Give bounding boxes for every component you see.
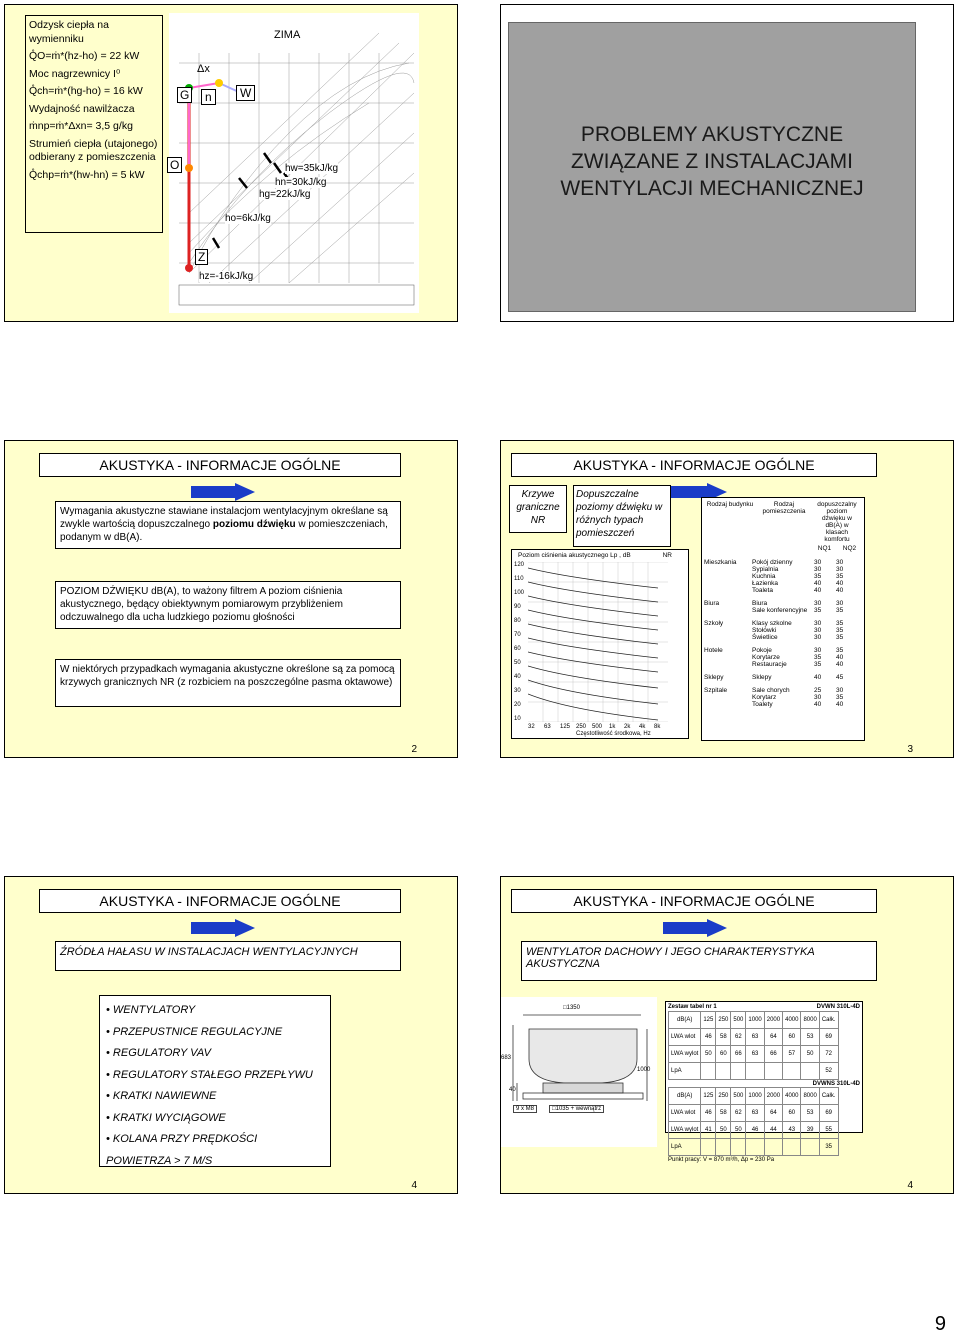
nq1-value: 40 [814,674,822,681]
info-line: Wydajność nawilżacza [29,102,135,115]
room-type: Sypialnia [752,566,779,573]
nq2-value: 35 [836,647,844,654]
row-label: LWA wylot [669,1046,701,1063]
dim-label: □1350 [563,1005,580,1011]
list-item: • KRATKI WYCIĄGOWE [106,1111,226,1124]
table-body [704,559,862,708]
graph-ytick: 40 [514,674,521,680]
para-text: W niektórych przypadkach wymagania akustyczne określone są za pomocą krzywych granicznych NR (z rozbiciem na poszczególne pasma oktawowe) [60,664,395,688]
info-line: Strumień ciepła (utajonego) odbierany z pomieszczenia [29,137,158,163]
slide-1-heading: PROBLEMY AKUSTYCZNE ZWIĄZANE Z INSTALACJAMI WENTYLACJI MECHANICZNEJ [560,123,864,200]
table-row [669,1063,839,1080]
page-number: 4 [411,1180,417,1191]
table-cell: 53 [801,1029,819,1046]
nq2-value: 35 [836,694,844,701]
table-cell: 60 [783,1105,801,1122]
nr-curves-paragraph [55,659,401,707]
para-bold: poziomu dźwięku [212,519,296,530]
graph-ytick: 20 [514,702,521,708]
graph-xtick: 8k [654,724,661,730]
table-cell [746,1139,764,1156]
graph-nr: NR [662,552,672,559]
table-row [669,1029,839,1046]
freq-header: 250 [716,1012,731,1029]
dim-label: 9 x M8 [513,1105,537,1113]
freq-header: 125 [701,1088,716,1105]
room-type: Świetlice [752,634,778,641]
row-label: LpA [669,1063,701,1080]
nq2-value: 40 [836,661,844,668]
row-label: LWA wlot [669,1029,701,1046]
graph-xtick: 1k [609,724,616,730]
page-number: 2 [411,744,417,755]
graph-ytick: 70 [514,632,521,638]
room-type: Klasy szkolne [752,620,792,627]
table-row [669,1122,839,1139]
freq-header: 1000 [746,1012,764,1029]
table-cell: 50 [731,1122,746,1139]
point-label-n: n [201,89,216,105]
down-arrow-icon [191,919,255,937]
table-cell: 66 [764,1046,782,1063]
room-type: Korytarze [752,654,780,661]
table-cell: 35 [819,1139,838,1156]
table-cell: 50 [801,1046,819,1063]
list-item: • PRZEPUSTNICE REGULACYJNE [106,1025,283,1038]
graph-ytick: 120 [514,562,525,568]
dim-label: □1035 + wewnątrz [549,1105,604,1113]
graph-title: Poziom ciśnienia akustycznego Lp , dB [518,552,631,559]
nq2-value: 35 [836,573,844,580]
slide-3 [500,440,954,758]
table-cell [801,1063,819,1080]
slide-1-right-frame [500,4,954,322]
room-type: Korytarz [752,694,777,701]
building-type: Szpitale [704,687,728,694]
building-type: Szkoły [704,620,724,627]
fan-drawing [501,997,657,1147]
table-cell: 62 [731,1029,746,1046]
para-text: POZIOM DŹWIĘKU dB(A), to ważony filtrem A poziom ciśnienia akustycznego, będący obiektywnym pomiarowym przybliżeniem odczuwalnego dla ucha ludzkiego poziomu głośności [60,586,343,623]
table-cell [701,1063,716,1080]
info-line: Q̊chp=ṁ*(hw-hn) = 5 kW [29,168,145,181]
slide-4 [4,876,458,1194]
list-item: • KOLANA PRZY PRĘDKOŚCI POWIETRZA > 7 M/S [106,1133,258,1167]
nr-curves [528,562,668,722]
nr-curves-label: Krzywe graniczne NR [509,485,567,533]
graph-xtick: 500 [592,724,603,730]
graph-ytick: 10 [514,716,521,722]
table-cell [716,1139,731,1156]
dim-label: 40 [509,1087,516,1093]
table-cell: 69 [819,1029,838,1046]
freq-header: 4000 [783,1012,801,1029]
th-nq1: NQ1 [817,545,832,552]
nq1-value: 35 [814,654,822,661]
table-cell: 44 [764,1122,782,1139]
room-type: Sale konferencyjne [752,607,808,614]
info-line: Q̊ch=ṁ*(hg-ho) = 16 kW [29,85,143,97]
table-row-group [704,600,862,614]
info-line: ṁnp=ṁ*Δxn= 3,5 g/kg [29,120,133,132]
point-label-o: O [167,157,182,173]
table-cell: 63 [746,1105,764,1122]
table-cell [701,1139,716,1156]
graph-xtick: 4k [639,724,646,730]
freq-header: 2000 [764,1012,782,1029]
table-cell [801,1139,819,1156]
slide-2 [4,440,458,758]
fan-table-2 [668,1087,839,1156]
nq1-value: 35 [814,661,822,668]
nq2-value: 30 [836,600,844,607]
down-arrow-icon [191,483,255,501]
building-type: Mieszkania [704,559,737,566]
freq-header: 8000 [801,1088,819,1105]
list-item: • REGULATORY VAV [106,1047,211,1059]
requirements-paragraph [55,501,401,549]
slide-1 [4,4,458,322]
fan-table-1 [668,1011,839,1080]
table-cell [716,1063,731,1080]
point-label-w: W [236,85,255,101]
freq-header: Całk. [819,1088,838,1105]
table-cell: 52 [819,1063,838,1080]
sound-level-paragraph [55,581,401,629]
table-cell [783,1063,801,1080]
slide-title: AKUSTYKA - INFORMACJE OGÓLNE [39,453,401,477]
th-building: Rodzaj budynku [706,501,754,508]
building-type: Hotele [704,647,723,654]
freq-header: 4000 [783,1088,801,1105]
nq2-value: 30 [836,566,844,573]
table-cell: 63 [746,1029,764,1046]
table-row-group [704,674,862,681]
table-cell [731,1139,746,1156]
table-cell: 43 [783,1122,801,1139]
nq2-value: 40 [836,654,844,661]
graph-ytick: 30 [514,688,521,694]
source-items [106,1000,324,1172]
nq2-value: 45 [836,674,844,681]
enthalpy-hw: hw=35kJ/kg [285,163,339,174]
model-1: DVWN 310L-4D [816,1004,860,1010]
nq2-value: 40 [836,701,844,708]
nq1-value: 30 [814,694,822,701]
table-cell: 63 [746,1046,764,1063]
table-cell: 41 [701,1122,716,1139]
table-cell: 53 [801,1105,819,1122]
nq1-value: 40 [814,587,822,594]
graph-xlabel: Częstotliwość środkowa, Hz [576,731,651,737]
freq-header: dB(A) [669,1012,701,1029]
dim-label: 683 [501,1055,512,1061]
table-row [669,1046,839,1063]
table-cell: 62 [731,1105,746,1122]
room-type: Sale chorych [752,687,790,694]
row-label: LpA [669,1139,701,1156]
th-room: Rodzaj pomieszczenia [762,501,806,515]
table-row [669,1105,839,1122]
building-type: Biura [704,600,720,607]
table-cell: 39 [801,1122,819,1139]
nq2-value: 40 [836,580,844,587]
table-cell: 60 [783,1029,801,1046]
nq1-value: 40 [814,701,822,708]
table-cell: 64 [764,1105,782,1122]
freq-header: 500 [731,1012,746,1029]
table-cell: 55 [819,1122,838,1139]
nq2-value: 40 [836,587,844,594]
table-cell: 50 [701,1046,716,1063]
fan-drawing-svg [501,997,657,1147]
page-number: 3 [907,744,913,755]
chart-title: ZIMA [274,29,301,41]
freq-header: Całk. [819,1012,838,1029]
enthalpy-hn: hn=30kJ/kg [275,177,327,188]
table-cell: 57 [783,1046,801,1063]
page-number: 4 [907,1180,913,1191]
table-cell: 66 [731,1046,746,1063]
graph-xtick: 63 [544,724,551,730]
nr-curves-graph [511,549,689,739]
nq2-value: 30 [836,687,844,694]
fan-acoustic-tables [665,1001,863,1163]
table-cell: 58 [716,1105,731,1122]
room-type: Kuchnia [752,573,776,580]
nq2-value: 35 [836,607,844,614]
graph-xtick: 250 [576,724,587,730]
dim-label: 1000 [637,1067,651,1073]
freq-header: dB(A) [669,1088,701,1105]
nq1-value: 30 [814,559,822,566]
th-level: dopuszczalny poziom dźwięku w dB(A) w klasach komfortu [817,501,857,543]
graph-ytick: 110 [514,576,524,582]
freq-header: 125 [701,1012,716,1029]
nq1-value: 30 [814,627,822,634]
graph-ytick: 60 [514,646,521,652]
delta-x-label: Δx [197,63,210,75]
nq2-value: 35 [836,627,844,634]
table-cell [746,1063,764,1080]
nq2-value: 30 [836,559,844,566]
nq1-value: 30 [814,600,822,607]
room-type: Toaleta [752,587,773,594]
list-item: • KRATKI NAWIEWNE [106,1090,217,1102]
slide-title: AKUSTYKA - INFORMACJE OGÓLNE [39,889,401,913]
freq-header: 500 [731,1088,746,1105]
table-cell: 72 [819,1046,838,1063]
nq2-value: 35 [836,634,844,641]
info-line: Q̊O=ṁ*(hz-ho) = 22 kW [29,50,140,62]
freq-header: 8000 [801,1012,819,1029]
graph-ytick: 100 [514,590,525,596]
room-type: Restauracje [752,661,787,668]
table-row-group [704,620,862,641]
graph-xtick: 32 [528,724,535,730]
info-line: Odzysk ciepła na wymienniku [29,19,109,45]
noise-sources-subtitle: ŹRÓDŁA HAŁASU W INSTALACJACH WENTYLACYJNYCH [55,941,401,971]
table-cell: 69 [819,1105,838,1122]
nq1-value: 30 [814,647,822,654]
table-cell: 64 [764,1029,782,1046]
noise-sources-list [99,995,331,1167]
table-cell [764,1063,782,1080]
graph-ytick: 90 [514,604,521,610]
room-type: Stołówki [752,627,777,634]
allowed-levels-table [701,497,865,741]
graph-xtick: 2k [624,724,631,730]
enthalpy-ho: ho=6kJ/kg [225,213,271,224]
slide-title: AKUSTYKA - INFORMACJE OGÓLNE [511,453,877,477]
fan-subtitle: WENTYLATOR DACHOWY I JEGO CHARAKTERYSTYKA AKUSTYCZNA [521,941,877,981]
table-row-group [704,647,862,668]
room-type: Sklepy [752,674,772,681]
room-type: Toalety [752,701,773,708]
freq-header: 1000 [746,1088,764,1105]
slide-title: AKUSTYKA - INFORMACJE OGÓLNE [511,889,877,913]
nq1-value: 30 [814,566,822,573]
mollier-chart [169,13,419,313]
table-title: Zestaw tabel nr 1 [668,1004,717,1010]
enthalpy-hz: hz=-16kJ/kg [199,271,254,282]
freq-header: 2000 [764,1088,782,1105]
table-cell: 60 [716,1046,731,1063]
point-label-g: G [177,87,192,103]
table-row-group [704,687,862,708]
list-item: • WENTYLATORY [106,1004,196,1016]
para-text: Wymagania akustyczne stawiane instalacjom wentylacyjnym określane są zwykle wartością dopuszczalnego [60,506,388,530]
page-number-large: 9 [934,1313,946,1335]
slide-5 [500,876,954,1194]
room-type: Pokoje [752,647,772,654]
table-cell: 58 [716,1029,731,1046]
row-label: LWA wylot [669,1122,701,1139]
nq1-value: 30 [814,634,822,641]
nq1-value: 35 [814,607,822,614]
table-cell [731,1063,746,1080]
table-cell: 46 [701,1029,716,1046]
table-cell [764,1139,782,1156]
heat-info-box [25,15,163,233]
room-type: Biura [752,600,768,607]
allowed-levels-label: Dopuszczalne poziomy dźwięku w różnych typach pomieszczeń [573,485,671,547]
nq1-value: 25 [814,687,822,694]
enthalpy-hg: hg=22kJ/kg [259,189,311,200]
building-type: Sklepy [704,674,724,681]
nq1-value: 40 [814,580,822,587]
list-item: • REGULATORY STAŁEGO PRZEPŁYWU [106,1068,313,1081]
point-label-z: Z [195,249,208,265]
table-cell: 46 [746,1122,764,1139]
table-row-group [704,559,862,594]
para-text: w pomieszczeniach, podanym w dB(A). [60,519,388,543]
table-cell: 46 [701,1105,716,1122]
table-row [669,1139,839,1156]
nq1-value: 30 [814,620,822,627]
th-nq2: NQ2 [842,545,857,552]
nq2-value: 35 [836,620,844,627]
down-arrow-icon [663,919,727,937]
graph-xtick: 125 [560,724,571,730]
model-2: DVWNS 310L-4D [812,1081,860,1087]
row-label: LWA wlot [669,1105,701,1122]
operating-point: Punkt pracy: V = 870 m³/h, Δp = 230 Pa [668,1157,775,1163]
table-cell: 50 [716,1122,731,1139]
table-cell [783,1139,801,1156]
room-type: Pokój dzienny [752,559,793,566]
info-line: Moc nagrzewnicy I⁰ [29,67,121,80]
room-type: Łazienka [752,580,779,587]
graph-ytick: 50 [514,660,521,666]
freq-header: 250 [716,1088,731,1105]
nq1-value: 35 [814,573,822,580]
graph-ytick: 80 [514,618,521,624]
